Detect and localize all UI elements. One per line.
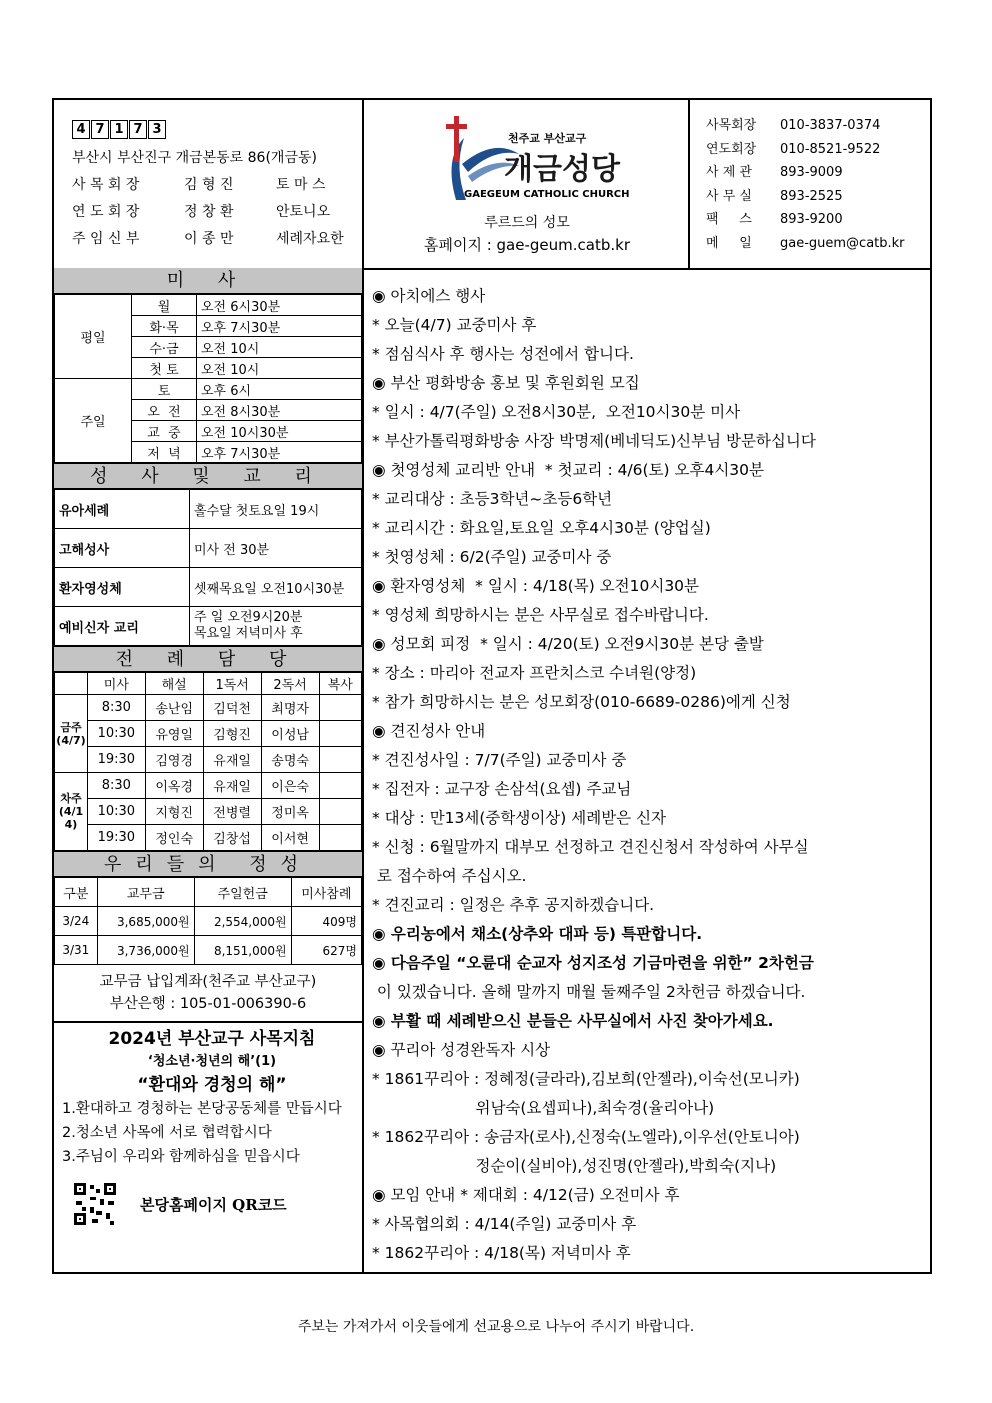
liturgy-cell: 이은숙 xyxy=(261,773,319,799)
notice-item: * 견진교리 : 일정은 추후 공지하겠습니다. xyxy=(372,896,655,914)
offering-header: 교무금 xyxy=(97,878,194,907)
liturgy-header: 복사 xyxy=(319,673,361,695)
mass-day: 토 xyxy=(132,379,197,400)
contact-row xyxy=(706,208,930,232)
liturgy-cell: 전병렬 xyxy=(203,799,261,825)
liturgy-cell: 김형진 xyxy=(203,721,261,747)
homepage-url: 홈페이지 : gae-geum.catb.kr xyxy=(423,236,630,254)
contact-value: 010-8521-9522 xyxy=(780,141,881,157)
officer-baptism: 안토니오 xyxy=(276,204,331,220)
officer-role: 사 목 회 장 xyxy=(72,177,140,193)
offering-cell: 3,685,000원 xyxy=(97,907,194,936)
mass-day: 월 xyxy=(132,295,197,316)
account-line: 교무금 납입계좌(천주교 부산교구) xyxy=(99,974,317,990)
table-row xyxy=(55,936,362,965)
liturgy-header: 2독서 xyxy=(261,673,319,695)
account-number: 부산은행 : 105-01-006390-6 xyxy=(109,996,307,1012)
table-row xyxy=(55,695,362,721)
table-row xyxy=(55,773,362,799)
liturgy-cell: 송난임 xyxy=(145,695,203,721)
zip-digit: 7 xyxy=(129,120,147,139)
zip-digit: 4 xyxy=(72,120,90,139)
liturgy-cell: 김덕천 xyxy=(203,695,261,721)
guideline-item: 3.주님이 우리와 함께하심을 믿읍시다 xyxy=(62,1149,300,1165)
liturgy-corner xyxy=(55,673,88,695)
liturgy-cell xyxy=(319,825,361,851)
table-row xyxy=(55,825,362,851)
notice-item: * 일시 : 4/7(주일) 오전8시30분, 오전10시30분 미사 xyxy=(372,403,741,421)
notice-heading: ◉ 환자영성체 * 일시 : 4/18(목) 오전10시30분 xyxy=(372,577,700,595)
sacraments-title: 성 사 및 교 리 xyxy=(54,463,362,489)
contact-value: 893-9200 xyxy=(780,212,843,227)
patron-saint: 루르드의 성모 xyxy=(484,215,570,231)
officer-row xyxy=(72,226,362,253)
mass-day: 오 전 xyxy=(132,400,197,421)
officer-role: 주 임 신 부 xyxy=(72,231,140,247)
guideline-motto: “환대와 경청의 해” xyxy=(137,1075,287,1095)
liturgy-cell: 19:30 xyxy=(88,747,146,773)
church-english-name: GAEGEUM CATHOLIC CHURCH xyxy=(464,189,630,200)
bulletin-page xyxy=(52,98,932,1274)
notice-item: * 점심식사 후 행사는 성전에서 합니다. xyxy=(372,345,634,363)
mass-day: 첫 토 xyxy=(132,358,197,379)
table-row xyxy=(55,747,362,773)
liturgy-cell: 8:30 xyxy=(88,773,146,799)
notice-item: 이 있겠습니다. 올해 말까지 매월 둘째주일 2차헌금 하겠습니다. xyxy=(372,983,806,1001)
mass-time: 오전 10시 xyxy=(197,337,362,358)
offering-cell: 627명 xyxy=(291,936,361,965)
left-column xyxy=(54,268,364,1274)
zip-digit: 3 xyxy=(148,120,166,139)
offering-cell: 409명 xyxy=(291,907,361,936)
qr-label: 본당홈페이지 QR코드 xyxy=(140,1195,287,1214)
officer-name: 정 창 환 xyxy=(184,204,234,220)
offering-header: 주일헌금 xyxy=(194,878,291,907)
table-row xyxy=(55,907,362,936)
mass-time: 오전 10시30분 xyxy=(197,421,362,442)
notice-item: * 부산가톨릭평화방송 사장 박명제(베네딕도)신부님 방문하십니다 xyxy=(372,432,816,450)
notice-item: 로 접수하여 주십시오. xyxy=(372,867,527,885)
liturgy-cell xyxy=(319,695,361,721)
notice-item: * 대상 : 만13세(중학생이상) 세례받은 신자 xyxy=(372,809,667,827)
contact-row xyxy=(706,114,930,138)
notice-heading: ◉ 견진성사 안내 xyxy=(372,722,486,740)
offering-header: 구분 xyxy=(55,878,98,907)
liturgy-cell: 지형진 xyxy=(145,799,203,825)
notice-heading: ◉ 부활 때 세례받으신 분들은 사무실에서 사진 찾아가세요. xyxy=(372,1012,774,1030)
church-name: 개금성당 xyxy=(504,152,620,187)
mass-time: 오전 10시 xyxy=(197,358,362,379)
mass-day: 수·금 xyxy=(132,337,197,358)
offering-table xyxy=(54,877,362,965)
contact-value: 893-9009 xyxy=(780,165,843,180)
liturgy-cell: 김영경 xyxy=(145,747,203,773)
notice-item: * 견진성사일 : 7/7(주일) 교중미사 중 xyxy=(372,751,627,769)
liturgy-cell: 이성남 xyxy=(261,721,319,747)
liturgy-cell xyxy=(319,747,361,773)
header-logo-block xyxy=(364,100,690,268)
catechumen-line: 주 일 오전9시20분 xyxy=(194,610,303,625)
liturgy-cell: 이옥경 xyxy=(145,773,203,799)
contact-value: gae-guem@catb.kr xyxy=(780,235,905,251)
mass-day: 저 녁 xyxy=(132,442,197,463)
sunday-label: 주일 xyxy=(55,379,132,463)
liturgy-cell xyxy=(319,721,361,747)
header-contacts xyxy=(690,100,930,268)
church-diocese: 천주교 부산교구 xyxy=(508,132,587,145)
offering-title: 우리들의 정성 xyxy=(54,851,362,877)
church-logo xyxy=(424,108,634,208)
guideline-item: 2.청소년 사목에 서로 협력합시다 xyxy=(62,1125,272,1141)
notice-item: * 영성체 희망하시는 분은 사무실로 접수바랍니다. xyxy=(372,606,709,624)
notice-item: * 1862꾸리아 : 송금자(로사),신정숙(노엘라),이우선(안토니아) xyxy=(372,1128,800,1146)
notice-heading: ◉ 부산 평화방송 홍보 및 후원회원 모집 xyxy=(372,374,640,392)
guideline-item: 1.환대하고 경청하는 본당공동체를 만듭시다 xyxy=(62,1101,342,1117)
guideline-title: 2024년 부산교구 사목지침 xyxy=(108,1029,316,1049)
offering-header: 미사참례 xyxy=(291,878,361,907)
notice-item: * 교리대상 : 초등3학년~초등6학년 xyxy=(372,490,613,508)
table-row xyxy=(55,799,362,825)
guideline-subtitle: ‘청소년·청년의 해’(1) xyxy=(147,1054,277,1069)
guideline-block xyxy=(54,1023,362,1227)
mass-day: 교 중 xyxy=(132,421,197,442)
sacrament-time xyxy=(190,607,362,646)
table-row xyxy=(55,721,362,747)
notice-item: 정순이(실비아),성진명(안젤라),박희숙(지나) xyxy=(372,1157,777,1175)
liturgy-cell: 10:30 xyxy=(88,721,146,747)
contact-row xyxy=(706,161,930,185)
notice-item: * 신청 : 6월말까지 대부모 선정하고 견진신청서 작성하여 사무실 xyxy=(372,838,809,856)
liturgy-cell: 김창섭 xyxy=(203,825,261,851)
liturgy-cell: 정미옥 xyxy=(261,799,319,825)
sacrament-time: 미사 전 30분 xyxy=(190,529,362,568)
sacrament-name: 예비신자 교리 xyxy=(55,607,190,646)
account-info xyxy=(54,965,362,1023)
contact-key: 사 무 실 xyxy=(706,188,752,204)
sacrament-name: 환자영성체 xyxy=(55,568,190,607)
notice-item: * 첫영성체 : 6/2(주일) 교중미사 중 xyxy=(372,548,612,566)
offering-cell: 3,736,000원 xyxy=(97,936,194,965)
qr-row xyxy=(72,1181,362,1227)
liturgy-header: 1독서 xyxy=(203,673,261,695)
contact-key: 사 제 관 xyxy=(706,165,752,180)
liturgy-cell: 이서현 xyxy=(261,825,319,851)
sacrament-time: 홀수달 첫토요일 19시 xyxy=(190,490,362,529)
notice-item: * 교리시간 : 화요일,토요일 오후4시30분 (양업실) xyxy=(372,519,711,537)
sacraments-table xyxy=(54,489,362,646)
liturgy-table xyxy=(54,672,362,851)
liturgy-cell: 유영일 xyxy=(145,721,203,747)
offering-cell: 3/31 xyxy=(55,936,98,965)
contact-row xyxy=(706,232,930,256)
contact-value: 010-3837-0374 xyxy=(780,118,881,133)
notice-heading: ◉ 아치에스 행사 xyxy=(372,287,486,305)
notice-item: * 오늘(4/7) 교중미사 후 xyxy=(372,316,537,334)
address: 부산시 부산진구 개금본동로 86(개금동) xyxy=(72,150,317,166)
header-address-block xyxy=(54,100,364,268)
liturgy-week-label: 차주(4/14) xyxy=(55,773,88,851)
mass-time: 오후 6시 xyxy=(197,379,362,400)
contact-row xyxy=(706,138,930,162)
liturgy-header: 미사 xyxy=(88,673,146,695)
notices-column xyxy=(364,268,930,1274)
mass-time: 오후 7시30분 xyxy=(197,442,362,463)
notice-item: * 집전자 : 교구장 손삼석(요셉) 주교님 xyxy=(372,780,632,798)
liturgy-cell: 8:30 xyxy=(88,695,146,721)
zip-code xyxy=(72,120,362,139)
mass-title: 미 사 xyxy=(54,268,362,294)
sacrament-name: 고해성사 xyxy=(55,529,190,568)
notice-heading: ◉ 모임 안내 * 제대회 : 4/12(금) 오전미사 후 xyxy=(372,1186,680,1204)
mass-time: 오후 7시30분 xyxy=(197,316,362,337)
liturgy-cell xyxy=(319,799,361,825)
officer-row xyxy=(72,199,362,226)
header xyxy=(54,100,930,270)
liturgy-cell: 유재일 xyxy=(203,773,261,799)
sacrament-time: 셋째목요일 오전10시30분 xyxy=(190,568,362,607)
catechumen-line: 목요일 저녁미사 후 xyxy=(194,626,303,641)
sacrament-name: 유아세례 xyxy=(55,490,190,529)
notice-heading: ◉ 다음주일 “오륜대 순교자 성지조성 기금마련을 위한” 2차헌금 xyxy=(372,954,814,972)
notice-heading: ◉ 첫영성체 교리반 안내 * 첫교리 : 4/6(토) 오후4시30분 xyxy=(372,461,765,479)
officer-role: 연 도 회 장 xyxy=(72,204,140,220)
contact-value: 893-2525 xyxy=(780,188,843,204)
contact-row xyxy=(706,185,930,209)
officer-name: 이 종 만 xyxy=(184,231,234,247)
contact-key: 사목회장 xyxy=(706,118,757,133)
contact-key: 메 일 xyxy=(706,235,752,251)
liturgy-cell: 19:30 xyxy=(88,825,146,851)
liturgy-cell: 정인숙 xyxy=(145,825,203,851)
liturgy-header: 해설 xyxy=(145,673,203,695)
notice-item: * 장소 : 마리아 전교자 프란치스코 수녀원(양정) xyxy=(372,664,697,682)
mass-schedule-table xyxy=(54,294,362,463)
zip-digit: 7 xyxy=(91,120,109,139)
weekday-label: 평일 xyxy=(55,295,132,379)
officer-name: 김 형 진 xyxy=(184,177,234,193)
notice-heading: ◉ 우리농에서 채소(상추와 대파 등) 특판합니다. xyxy=(372,925,703,943)
offering-cell: 2,554,000원 xyxy=(194,907,291,936)
mass-time: 오전 6시30분 xyxy=(197,295,362,316)
liturgy-cell xyxy=(319,773,361,799)
offering-cell: 8,151,000원 xyxy=(194,936,291,965)
mass-time: 오전 8시30분 xyxy=(197,400,362,421)
contact-key: 팩 스 xyxy=(706,212,752,227)
notice-heading: ◉ 성모회 피정 * 일시 : 4/20(토) 오전9시30분 본당 출발 xyxy=(372,635,764,653)
footer-note: 주보는 가져가서 이웃들에게 선교용으로 나누어 주시기 바랍니다. xyxy=(297,1319,695,1335)
notice-heading: ◉ 꾸리아 성경완독자 시상 xyxy=(372,1041,551,1059)
liturgy-cell: 송명숙 xyxy=(261,747,319,773)
liturgy-cell: 최명자 xyxy=(261,695,319,721)
liturgy-title: 전 례 담 당 xyxy=(54,646,362,672)
liturgy-cell: 유재일 xyxy=(203,747,261,773)
notice-item: * 1861꾸리아 : 정혜정(글라라),김보희(안젤라),이숙선(모니카) xyxy=(372,1070,800,1088)
liturgy-week-label: 금주(4/7) xyxy=(55,695,88,773)
zip-digit: 1 xyxy=(110,120,128,139)
offering-cell: 3/24 xyxy=(55,907,98,936)
notice-item: * 1862꾸리아 : 4/18(목) 저녁미사 후 xyxy=(372,1244,631,1262)
qr-code-icon[interactable] xyxy=(72,1181,118,1227)
officer-row xyxy=(72,172,362,199)
mass-day: 화·목 xyxy=(132,316,197,337)
contact-key: 연도회장 xyxy=(706,141,757,157)
notice-item: * 참가 희망하시는 분은 성모회장(010-6689-0286)에게 신청 xyxy=(372,693,791,711)
notice-item: * 사목협의회 : 4/14(주일) 교중미사 후 xyxy=(372,1215,637,1233)
liturgy-cell: 10:30 xyxy=(88,799,146,825)
notice-item: 위남숙(요셉피나),최숙경(율리아나) xyxy=(372,1099,715,1117)
officer-baptism: 토 마 스 xyxy=(276,177,326,193)
officer-baptism: 세례자요한 xyxy=(276,231,344,247)
